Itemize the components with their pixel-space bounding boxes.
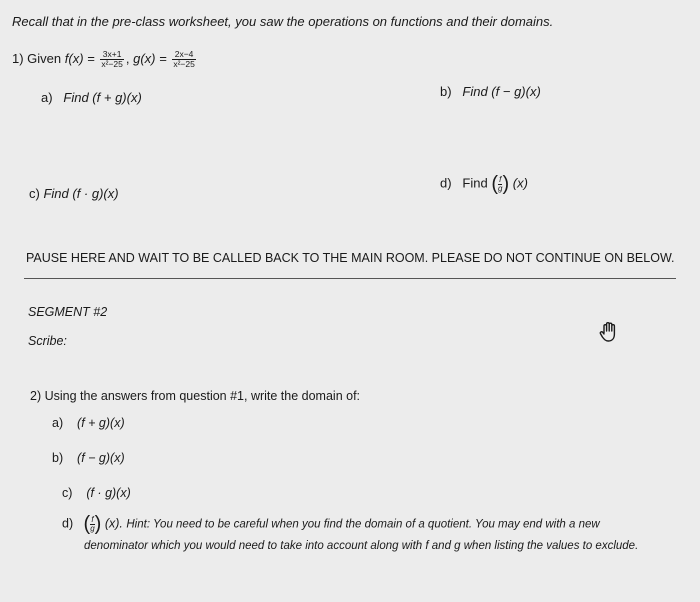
q1c-label: c): [29, 186, 40, 201]
q1-part-a: [41, 90, 142, 105]
f-denominator: x²−25: [101, 59, 123, 69]
q1b-text: Find (f − g)(x): [462, 84, 541, 99]
q1d-suffix: (x): [512, 175, 528, 191]
q1-part-d: d) Find ( $\frac{f}{g}$) (x): [440, 173, 528, 195]
q2-item-b: [52, 451, 125, 465]
q1-part-c: [29, 186, 119, 201]
q2a-label: a): [52, 416, 64, 430]
g-lhs: g(x) =: [133, 50, 167, 66]
q2c-expr: (f · g)(x): [86, 486, 131, 500]
g-denominator: x²−25: [173, 59, 195, 69]
hint-line-1: Hint: You need to be careful when you find the domain of a quotient. You may end with a new: [126, 518, 600, 531]
raised-hand-icon: [597, 319, 623, 345]
q2-item-a: [52, 416, 125, 430]
hint-line-2: denominator which you would need to take into account along with f and g when listing the values to exclude.: [84, 540, 639, 552]
divider-line: [24, 278, 676, 279]
q2d-frac-num: f: [91, 514, 94, 524]
q1-label: 1) Given: [12, 50, 62, 66]
q1c-text: Find (f · g)(x): [43, 186, 119, 201]
f-numerator: 3x+1: [100, 50, 124, 60]
q1-part-b: [440, 84, 541, 99]
q1a-label: a): [41, 90, 53, 105]
f-fraction: [100, 50, 124, 69]
q1d-frac-num: f: [499, 174, 502, 184]
g-numerator: 2x−4: [172, 50, 196, 60]
q2b-expr: (f − g)(x): [77, 451, 125, 465]
q1d-label: d): [440, 175, 452, 191]
q1-given: 1) Given f(x) = $\frac{3x+1}{\text{x²−25}}$ , g(x) = $\frac{2x-4}{\text{x²−25}}$: [12, 49, 195, 69]
intro-text: Recall that in the pre-class worksheet, you saw the operations on functions and their domains.: [12, 14, 554, 29]
q2a-expr: (f + g)(x): [77, 416, 125, 430]
q2-item-c: [62, 486, 131, 500]
g-fraction: [172, 50, 196, 69]
q2b-label: b): [52, 451, 64, 465]
f-lhs: f(x) =: [64, 50, 95, 66]
segment-title: SEGMENT #2: [28, 305, 108, 319]
q2-prompt: 2) Using the answers from question #1, write the domain of:: [30, 389, 361, 403]
q1a-text: Find (f + g)(x): [63, 90, 142, 105]
q1b-label: b): [440, 84, 452, 99]
q2c-label: c): [62, 486, 73, 500]
q2d-suffix: (x).: [104, 516, 123, 531]
scribe-label: Scribe:: [28, 334, 67, 348]
q2d-frac-den: g: [90, 523, 95, 533]
q2d-label: d): [62, 516, 74, 531]
pause-notice: PAUSE HERE AND WAIT TO BE CALLED BACK TO THE MAIN ROOM. PLEASE DO NOT CONTINUE ON BELOW.: [26, 251, 675, 265]
q1d-text: Find: [462, 175, 488, 191]
q1d-frac-den: g: [498, 183, 503, 193]
q2-item-d: d) ( $\frac{f}{g}$) (x). Hint: You need to be careful when you find the domain of a quotient. You may end with a new: [62, 513, 600, 535]
